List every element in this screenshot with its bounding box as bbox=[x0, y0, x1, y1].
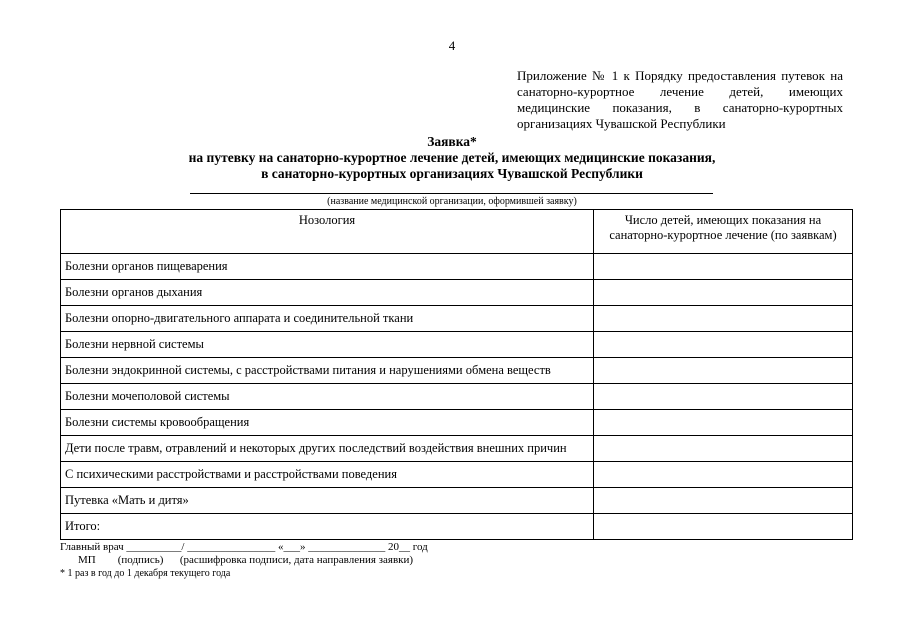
row-label: Болезни нервной системы bbox=[61, 332, 594, 358]
row-value-cell[interactable] bbox=[594, 488, 853, 514]
header-children-count: Число детей, имеющих показания на санаторно-курортное лечение (по заявкам) bbox=[594, 210, 853, 254]
row-label: Дети после травм, отравлений и некоторых других последствий воздействия внешних причин bbox=[61, 436, 594, 462]
row-value-cell[interactable] bbox=[594, 332, 853, 358]
nosology-table bbox=[60, 209, 853, 540]
row-label: Болезни органов дыхания bbox=[61, 280, 594, 306]
row-label: Болезни системы кровообращения bbox=[61, 410, 594, 436]
table-row bbox=[61, 306, 853, 332]
table-row bbox=[61, 384, 853, 410]
footnote: * 1 раз в год до 1 декабря текущего года bbox=[60, 568, 231, 579]
row-value-cell[interactable] bbox=[594, 280, 853, 306]
row-label: С психическими расстройствами и расстройствами поведения bbox=[61, 462, 594, 488]
title-line-2: на путевку на санаторно-курортное лечение детей, имеющих медицинские показания, bbox=[188, 150, 716, 165]
row-value-cell[interactable] bbox=[594, 410, 853, 436]
row-label: Болезни органов пищеварения bbox=[61, 254, 594, 280]
row-label-total: Итого: bbox=[61, 514, 594, 540]
row-label: Путевка «Мать и дитя» bbox=[61, 488, 594, 514]
row-value-cell[interactable] bbox=[594, 436, 853, 462]
table-row bbox=[61, 332, 853, 358]
table-header-row bbox=[61, 210, 853, 254]
header-nosology: Нозология bbox=[61, 210, 594, 254]
table-row bbox=[61, 462, 853, 488]
row-value-cell[interactable] bbox=[594, 384, 853, 410]
stamp-line: МП (подпись) (расшифровка подписи, дата направления заявки) bbox=[78, 554, 414, 566]
document-title bbox=[0, 134, 904, 182]
table-row bbox=[61, 254, 853, 280]
row-value-cell[interactable] bbox=[594, 462, 853, 488]
table-row bbox=[61, 358, 853, 384]
title-line-1: Заявка* bbox=[427, 134, 477, 149]
table-row bbox=[61, 436, 853, 462]
table-row-total bbox=[61, 514, 853, 540]
organization-name-caption: (название медицинской организации, оформившей заявку) bbox=[327, 196, 577, 207]
table-row bbox=[61, 410, 853, 436]
title-line-3: в санаторно-курортных организациях Чувашской Республики bbox=[261, 166, 643, 181]
row-value-cell[interactable] bbox=[594, 306, 853, 332]
row-value-cell[interactable] bbox=[594, 358, 853, 384]
table-row bbox=[61, 488, 853, 514]
page-number: 4 bbox=[448, 38, 456, 53]
row-value-cell[interactable] bbox=[594, 254, 853, 280]
organization-name-line bbox=[190, 193, 713, 194]
row-label: Болезни опорно-двигательного аппарата и соединительной ткани bbox=[61, 306, 594, 332]
row-label: Болезни мочеполовой системы bbox=[61, 384, 594, 410]
table-row bbox=[61, 280, 853, 306]
appendix-note: Приложение № 1 к Порядку предоставления путевок на санаторно-курортное лечение детей, имеющих медицинские показания, в санаторно-курортных организациях Чувашской Республики bbox=[517, 68, 843, 131]
row-value-cell-total[interactable] bbox=[594, 514, 853, 540]
row-label: Болезни эндокринной системы, с расстройствами питания и нарушениями обмена веществ bbox=[61, 358, 594, 384]
signature-line: Главный врач __________/ ________________ «___» ______________ 20__ год bbox=[60, 541, 428, 553]
